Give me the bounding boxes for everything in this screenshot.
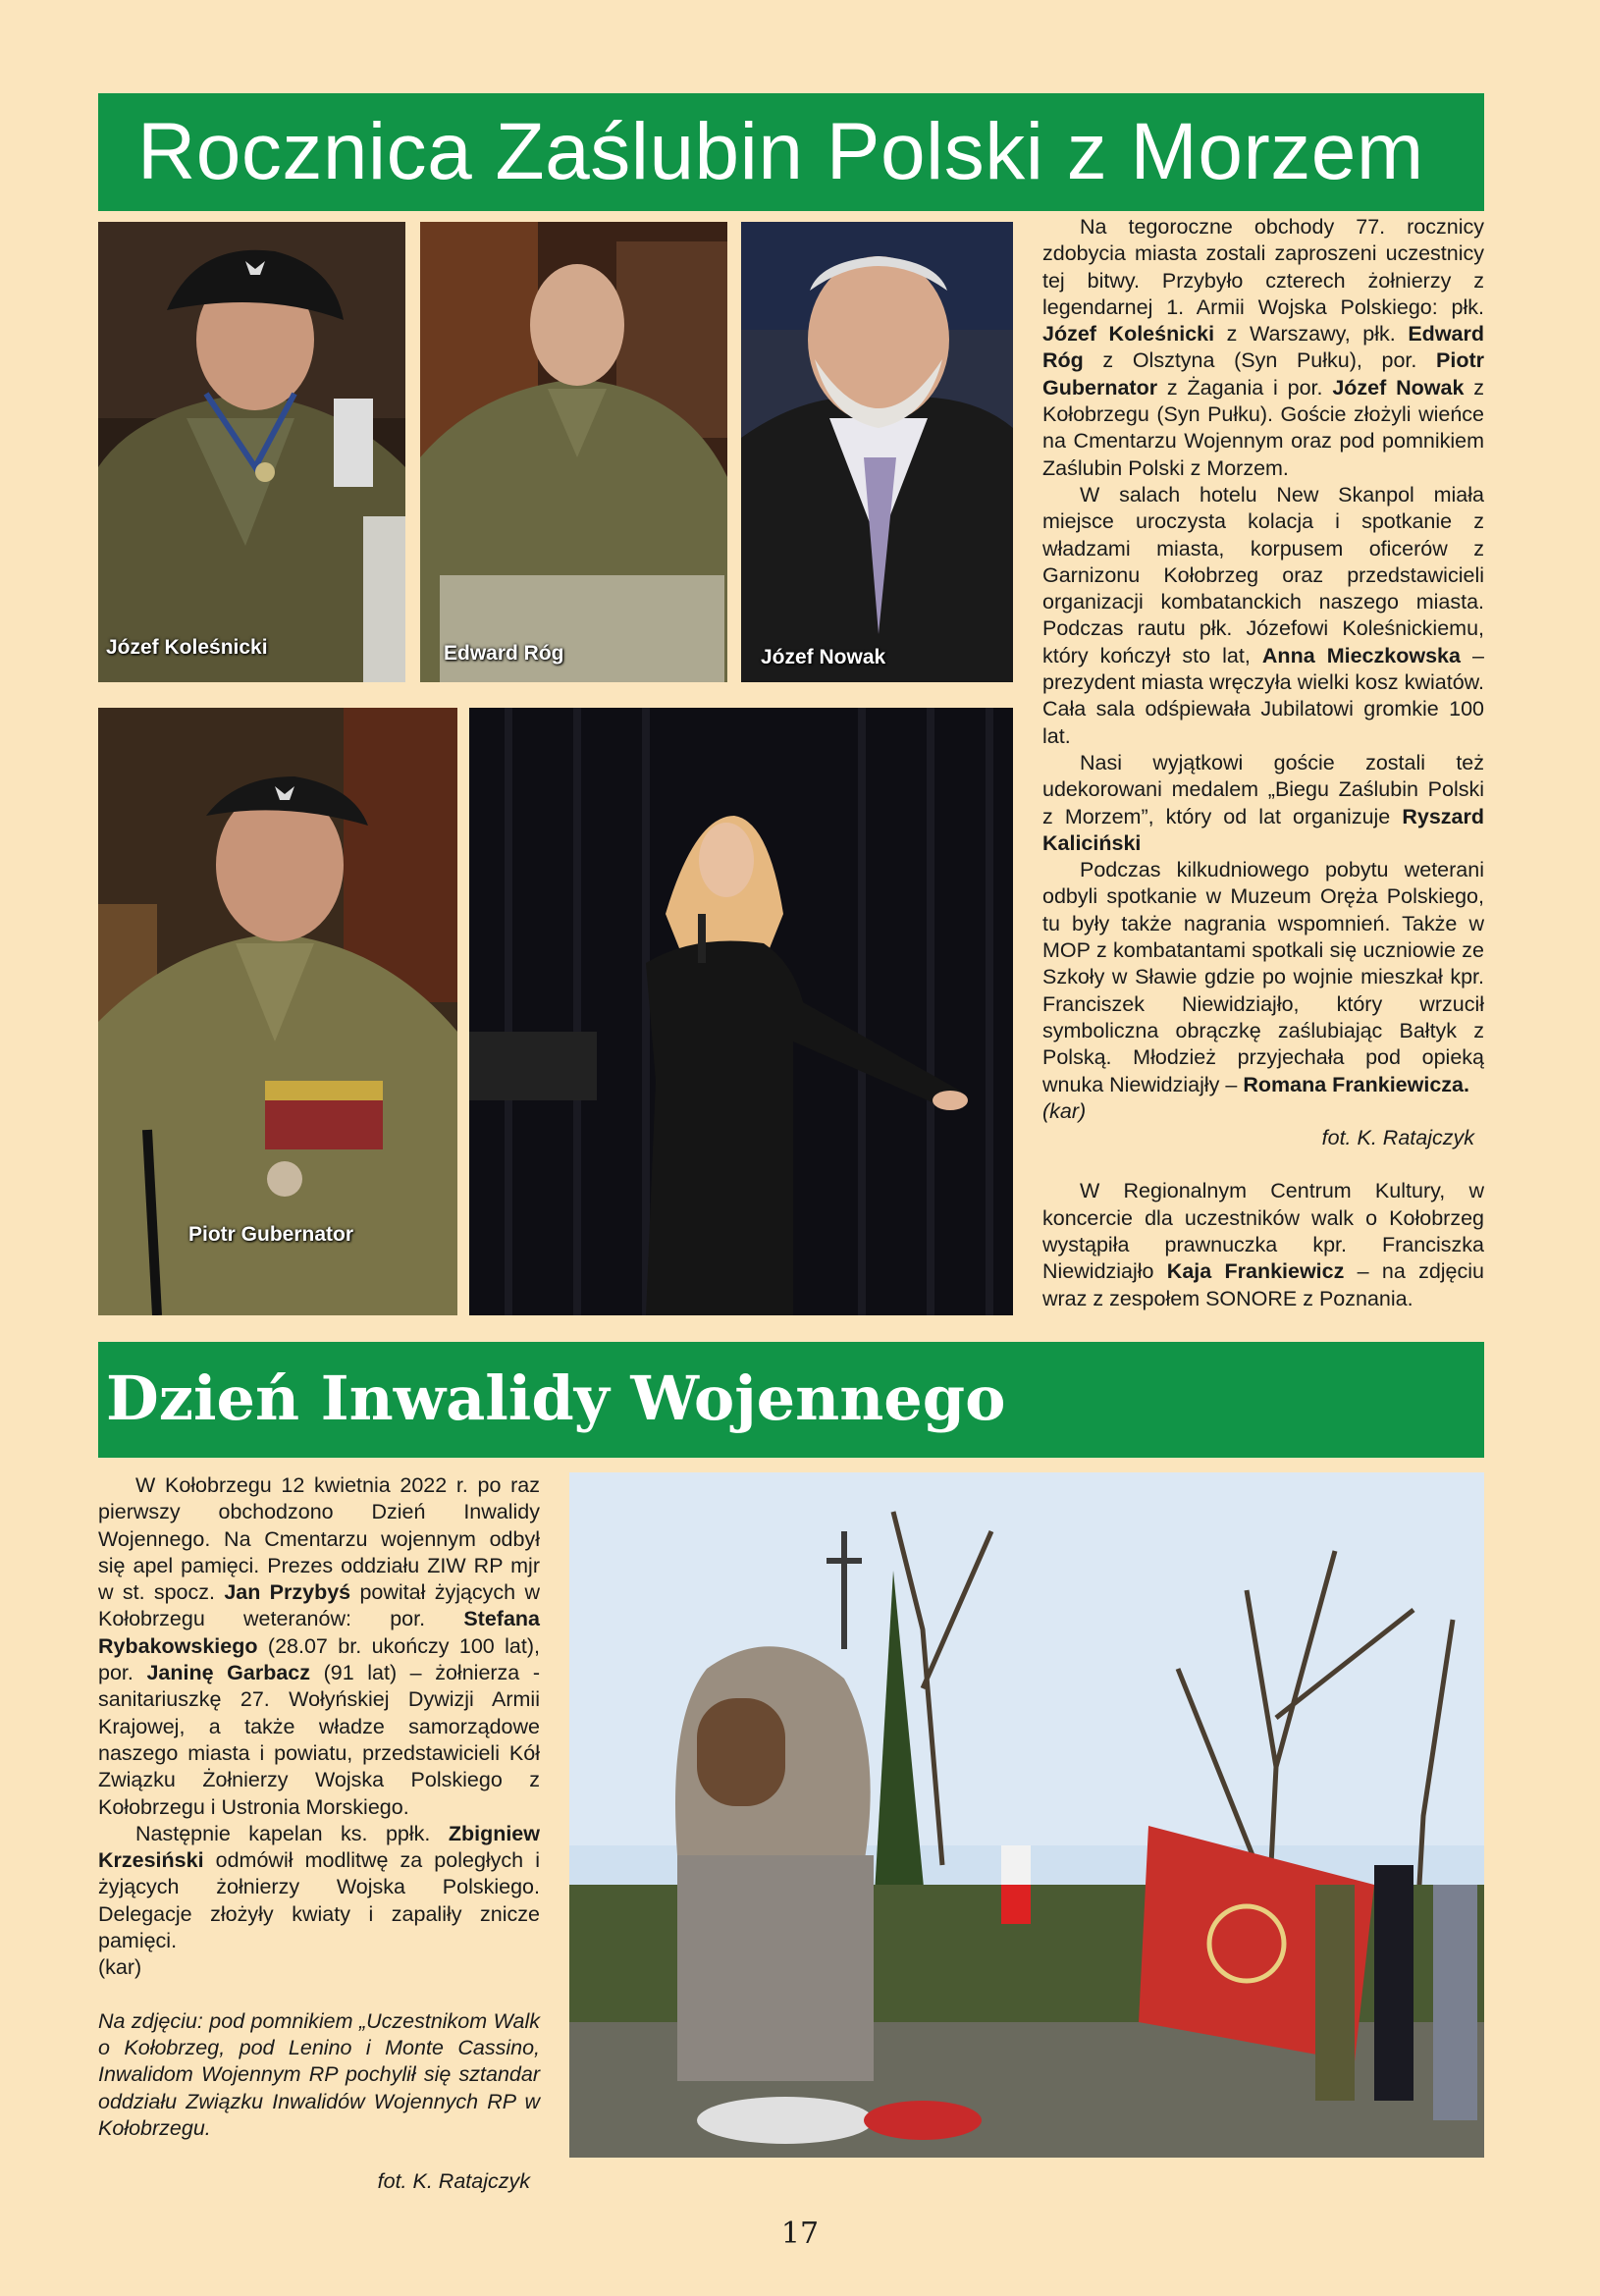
photo-edward-rog [420,222,727,682]
photo-note: Na zdjęciu: pod pomnikiem „Uczestnikom Walk o Kołobrzeg, pod Lenino i Monte Cassino, Inwalidom Wojennym RP pochylił się sztandar oddziału Związku Inwalidów Wojennych RP w Kołobrzegu. [98,2008,540,2140]
article-title-banner [98,1342,1484,1458]
photo-monument-ceremony [569,1472,1484,2158]
article-title: Rocznica Zaślubin Polski z Morzem [137,107,1424,196]
photo-kaja-frankiewicz-singer [469,708,1013,1315]
photo-caption: Józef Koleśnicki [106,636,268,659]
photo-credit: fot. K. Ratajczyk [1321,1126,1474,1150]
article-paragraph: Następnie kapelan ks. ppłk. Zbigniew Krzesiński odmówił modlitwę za poległych i żyjących żołnierzy Wojska Polskiego. Delegacje złożyły kwiaty i zapaliły znicze pamięci. [98,1821,540,1953]
article-paragraph: W Kołobrzegu 12 kwietnia 2022 r. po raz pierwszy obchodzono Dzień Inwalidy Wojennego. Na Cmentarzu wojennym odbył się apel pamięci. Prezes oddziału ZIW RP mjr w st. spocz. Jan Przybyś powitał żyjących w Kołobrzegu weteranów: por. Stefana Rybakowskiego (28.07 br. ukończy 100 lat), por. Janinę Garbacz (91 lat) – żołnierza - sanitariuszkę 27. Wołyńskiej Dywizji Armii Krajowej, a także władze samorządowe naszego miasta i powiatu, przedstawicieli Kół Związku Żołnierzy Wojska Polskiego z Kołobrzegu i Ustronia Morskiego. [98,1473,541,1819]
photo-caption: Piotr Gubernator [188,1223,354,1246]
article-text-column [1042,214,1484,1312]
article-paragraph: Podczas kilkudniowego pobytu weterani odbyli spotkanie w Muzeum Oręża Polskiego, tu były także nagrania wspomnień. Także w MOP z kombatantami spotkali się uczniowie ze Szkoły w Sławie gdzie po wojnie mieszkał kpr. Franciszek Niewidziajło, który wrzucił symboliczna obrączkę zaślubiając Bałtyk z Polską. Młodzież przyjechała pod opieką wnuka Niewidziajły – Romana Frankiewicza. [1042,858,1484,1096]
article-paragraph: Na tegoroczne obchody 77. rocznicy zdobycia miasta zostali zaproszeni uczestnicy tej bitwy. Przybyło czterech żołnierzy z legendarnej 1. Armii Wojska Polskiego: płk. Józef Koleśnicki z Warszawy, płk. Edward Róg z Olsztyna (Syn Pułku), por. Piotr Gubernator z Żagania i por. Józef Nowak z Kołobrzegu (Syn Pułku). Goście złożyli wieńce na Cmentarzu Wojennym oraz pod pomnikiem Zaślubin Polski z Morzem. [1042,215,1485,480]
article-paragraph: W salach hotelu New Skanpol miała miejsce uroczysta kolacja i spotkanie z władzami miasta, korpusem oficerów z Garnizonu Kołobrzeg oraz przedstawicieli organizacji kombatanckich naszego miasta. Podczas rautu płk. Józefowi Koleśnickiemu, który kończył sto lat, Anna Mieczkowska – prezydent miasta wręczyła wielki kosz kwiatów. Cała sala odśpiewała Jubilatowi gromkie 100 lat. [1042,482,1484,748]
photo-caption: Józef Nowak [761,646,886,668]
author-sign: (kar) [1042,1098,1087,1123]
photo-caption: Edward Róg [444,642,564,665]
article-paragraph: Nasi wyjątkowi goście zostali też udekorowani medalem „Biegu Zaślubin Polski z Morzem”, który od lat organizuje Ryszard Kaliciński [1042,750,1484,855]
article-title: Dzień Inwalidy Wojennego [106,1362,1006,1434]
article-paragraph: W Regionalnym Centrum Kultury, w koncercie dla uczestników walk o Kołobrzeg wystąpiła prawnuczka kpr. Franciszka Niewidziajło Kaja Frankiewicz – na zdjęciu wraz z zespołem SONORE z Poznania. [1042,1179,1484,1310]
article-title-banner [98,93,1484,211]
page-number: 17 [780,2216,820,2251]
author-sign: (kar) [98,1955,142,1980]
article-text-column [98,1472,540,2195]
photo-jozef-kolesnicki [98,222,405,682]
photo-jozef-nowak [741,222,1013,682]
photo-credit: fot. K. Ratajczyk [377,2169,530,2194]
photo-piotr-gubernator [98,708,457,1315]
